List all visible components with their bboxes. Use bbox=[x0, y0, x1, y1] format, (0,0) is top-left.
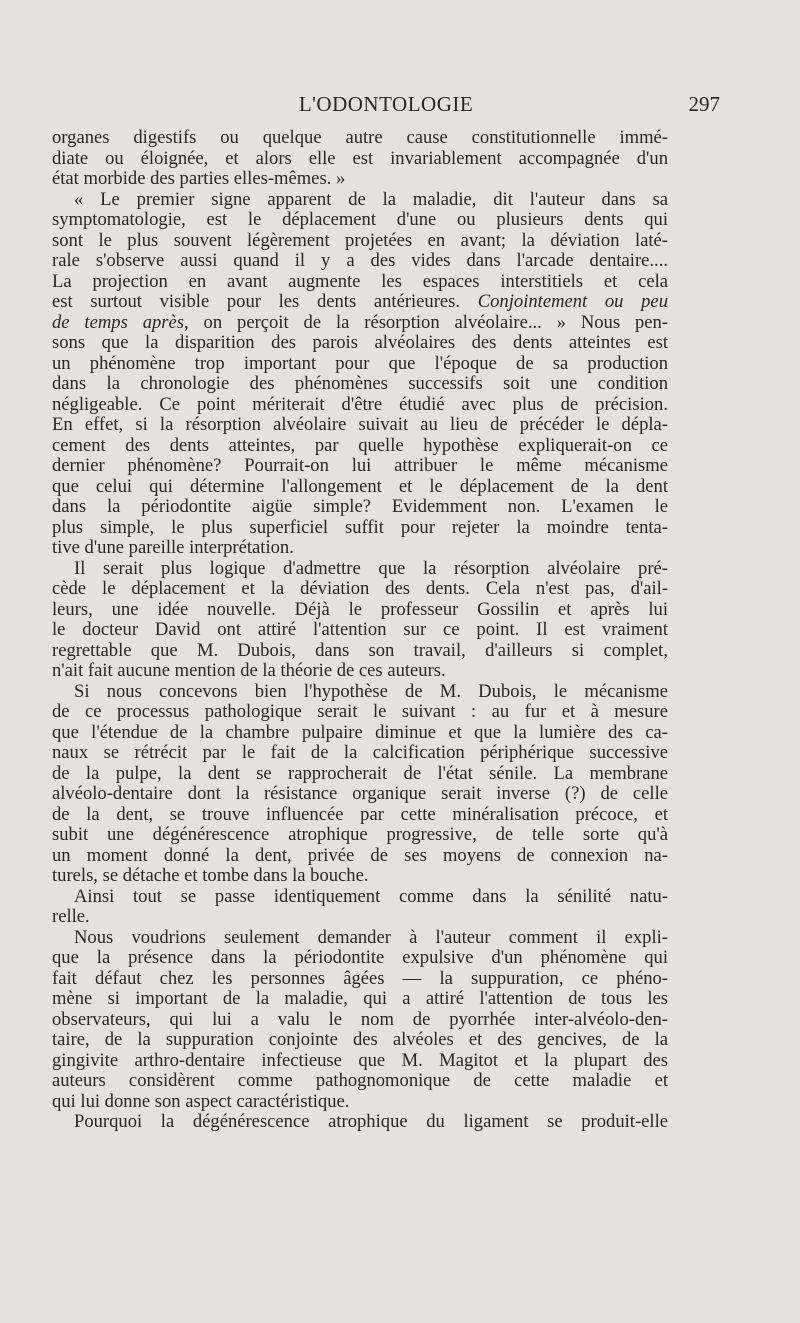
text-line: turels, se détache et tombe dans la bouche. bbox=[52, 865, 369, 886]
text-line: « Le premier signe apparent de la maladie, dit l'auteur dans sa bbox=[74, 188, 668, 210]
text-line: diate ou éloignée, et alors elle est invariablement accompagnée d'un bbox=[52, 147, 668, 169]
text-line: de la pulpe, la dent se rapprocherait de l'état sénile. La membrane bbox=[52, 762, 668, 784]
text-line: de la dent, se trouve influencée par cette minéralisation précoce, et bbox=[52, 803, 668, 825]
running-title: L'ODONTOLOGIE bbox=[298, 92, 474, 116]
text-line: sont le plus souvent légèrement projetées en avant; la déviation laté- bbox=[52, 229, 668, 251]
text-line: dernier phénomène? Pourrait-on lui attribuer le même mécanisme bbox=[52, 455, 668, 476]
text-line: observateurs, qui lui a valu le nom de pyorrhée inter-alvéolo-den- bbox=[52, 1008, 668, 1030]
text-line: Pourquoi la dégénérescence atrophique du ligament se produit-elle bbox=[74, 1111, 668, 1132]
text-line: alvéolo-dentaire dont la résistance organique serait inverse (?) de celle bbox=[52, 783, 668, 804]
text-line: cement des dents atteintes, par quelle hypothèse expliquerait-on ce bbox=[52, 434, 668, 456]
text-line: état morbide des parties elles-mêmes. » bbox=[52, 168, 346, 189]
text-line: sons que la disparition des parois alvéolaires des dents atteintes est bbox=[52, 332, 668, 353]
text-line: Nous voudrions seulement demander à l'auteur comment il expli- bbox=[74, 926, 668, 948]
text-line: organes digestifs ou quelque autre cause constitutionnelle immé- bbox=[52, 127, 668, 148]
text-line: subit une dégénérescence atrophique progressive, de telle sorte qu'à bbox=[52, 824, 668, 845]
text-line: symptomatologie, est le déplacement d'une ou plusieurs dents qui bbox=[52, 209, 668, 230]
text-line: fait défaut chez les personnes âgées — la suppuration, ce phéno- bbox=[52, 967, 668, 989]
text-line: de ce processus pathologique serait le suivant : au fur et à mesure bbox=[52, 701, 668, 722]
text-line: que l'étendue de la chambre pulpaire diminue et que la lumière des ca- bbox=[52, 721, 668, 743]
text-line: relle. bbox=[52, 906, 90, 927]
text-line: que celui qui détermine l'allongement et le déplacement de la dent bbox=[52, 475, 668, 497]
text-line: plus simple, le plus superficiel suffit pour rejeter la moindre tenta- bbox=[52, 516, 668, 538]
text-line: gingivite arthro-dentaire infectieuse que M. Magitot et la plupart des bbox=[52, 1049, 668, 1071]
italic-phrase: de temps après bbox=[52, 311, 185, 333]
body-text bbox=[52, 128, 668, 1133]
text-line: leurs, une idée nouvelle. Déjà le professeur Gossilin et après lui bbox=[52, 598, 668, 620]
text-line: regrettable que M. Dubois, dans son travail, d'ailleurs si complet, bbox=[52, 639, 668, 661]
text-line: auteurs considèrent comme pathognomonique de cette maladie et bbox=[52, 1070, 668, 1091]
page-header bbox=[52, 92, 720, 122]
text-line: taire, de la suppuration conjointe des alvéoles et des gencives, de la bbox=[52, 1029, 668, 1050]
text-line: est surtout visible pour les dents antérieures. Conjointement ou peu bbox=[52, 291, 668, 312]
text-line: un phénomène trop important pour que l'époque de sa production bbox=[52, 352, 668, 374]
text-line: Si nous concevons bien l'hypothèse de M. Dubois, le mécanisme bbox=[74, 680, 668, 702]
text-line: qui lui donne son aspect caractéristique. bbox=[52, 1090, 350, 1112]
text-line: La projection en avant augmente les espaces interstitiels et cela bbox=[52, 270, 668, 292]
italic-phrase: Conjointement ou peu bbox=[477, 291, 668, 312]
page-number: 297 bbox=[688, 92, 720, 116]
text-line: un moment donné la dent, privée de ses moyens de connexion na- bbox=[52, 844, 668, 866]
text-line: dans la chronologie des phénomènes successifs soit une condition bbox=[52, 373, 668, 394]
text-line: tive d'une pareille interprétation. bbox=[52, 537, 294, 558]
text-line: rale s'observe aussi quand il y a des vides dans l'arcade dentaire.... bbox=[52, 250, 668, 271]
text-line: négligeable. Ce point mériterait d'être étudié avec plus de précision. bbox=[52, 393, 668, 415]
text-line: n'ait fait aucune mention de la théorie de ces auteurs. bbox=[52, 660, 446, 681]
text-line: Il serait plus logique d'admettre que la résorption alvéolaire pré- bbox=[74, 557, 668, 579]
text-line: Ainsi tout se passe identiquement comme dans la sénilité natu- bbox=[74, 885, 668, 907]
text-line: que la présence dans la périodontite expulsive d'un phénomène qui bbox=[52, 947, 668, 968]
text-line: le docteur David ont attiré l'attention sur ce point. Il est vraiment bbox=[52, 619, 668, 640]
text-line: de temps après, on perçoit de la résorption alvéolaire... » Nous pen- bbox=[52, 311, 668, 333]
text-line: naux se rétrécit par le fait de la calcification périphérique successive bbox=[52, 742, 668, 763]
text-line: En effet, si la résorption alvéolaire suivait au lieu de précéder le dépla- bbox=[52, 414, 668, 435]
text-line: cède le déplacement et la déviation des dents. Cela n'est pas, d'ail- bbox=[52, 578, 668, 599]
text-line: mène si important de la maladie, qui a attiré l'attention de tous les bbox=[52, 988, 668, 1009]
text-line: dans la périodontite aigüe simple? Evidemment non. L'examen le bbox=[52, 496, 668, 517]
